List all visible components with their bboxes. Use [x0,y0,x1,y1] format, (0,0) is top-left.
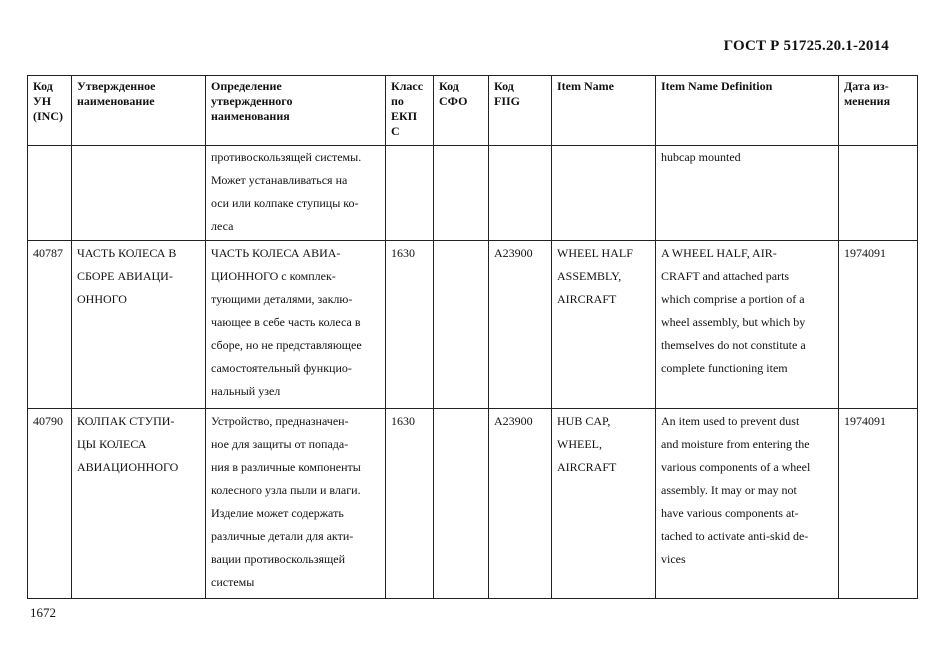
cell-approved-name [72,146,206,241]
col-header-definition: Определение утвержденного наименования [206,76,386,146]
col-header-sfo: Код СФО [434,76,489,146]
cell-item-name: HUB CAP, WHEEL, AIRCRAFT [552,409,656,599]
table-row [28,409,918,599]
document-standard-code: ГОСТ Р 51725.20.1-2014 [723,38,889,54]
cell-fiig: A23900 [489,241,552,409]
cell-sfo [434,241,489,409]
col-header-inc: Код УН (INC) [28,76,72,146]
cell-item-name [552,146,656,241]
col-header-fiig: Код FIIG [489,76,552,146]
cell-approved-name: КОЛПАК СТУПИ- ЦЫ КОЛЕСА АВИАЦИОННОГО [72,409,206,599]
cell-class: 1630 [386,241,434,409]
col-header-change-date: Дата из- менения [839,76,918,146]
col-header-item-definition: Item Name Definition [656,76,839,146]
table-header-row [28,76,918,146]
cell-approved-name: ЧАСТЬ КОЛЕСА В СБОРЕ АВИАЦИ- ОННОГО [72,241,206,409]
cell-inc: 40790 [28,409,72,599]
col-header-class: Класс по ЕКП С [386,76,434,146]
cell-fiig: A23900 [489,409,552,599]
cell-class [386,146,434,241]
cell-item-definition: hubcap mounted [656,146,839,241]
cell-sfo [434,146,489,241]
cell-fiig [489,146,552,241]
cell-change-date: 1974091 [839,241,918,409]
cell-sfo [434,409,489,599]
cell-change-date: 1974091 [839,409,918,599]
cell-definition: противоскользящей системы. Может устанавливаться на оси или колпаке ступицы ко- леса [206,146,386,241]
cell-inc: 40787 [28,241,72,409]
cell-item-definition: An item used to prevent dust and moisture from entering the various components of a wheel assembly. It may or may not have various components at- tached to activate anti-skid de- vices [656,409,839,599]
table-row [28,146,918,241]
cell-definition: Устройство, предназначен- ное для защиты от попада- ния в различные компоненты колесного узла пыли и влаги. Изделие может содержать различные детали для акти- вации противоскользящей системы [206,409,386,599]
catalog-table [27,75,918,599]
col-header-approved-name: Утвержденное наименование [72,76,206,146]
cell-inc [28,146,72,241]
table-row [28,241,918,409]
cell-change-date [839,146,918,241]
cell-item-name: WHEEL HALF ASSEMBLY, AIRCRAFT [552,241,656,409]
cell-class: 1630 [386,409,434,599]
page-number: 1672 [30,605,56,620]
cell-definition: ЧАСТЬ КОЛЕСА АВИА- ЦИОННОГО с комплек- тующими деталями, заклю- чающее в себе часть колеса в сборе, но не представляющее самостоятельный функцио- нальный узел [206,241,386,409]
cell-item-definition: A WHEEL HALF, AIR- CRAFT and attached parts which comprise a portion of a wheel assembly, but which by themselves do not constitute a complete functioning item [656,241,839,409]
col-header-item-name: Item Name [552,76,656,146]
